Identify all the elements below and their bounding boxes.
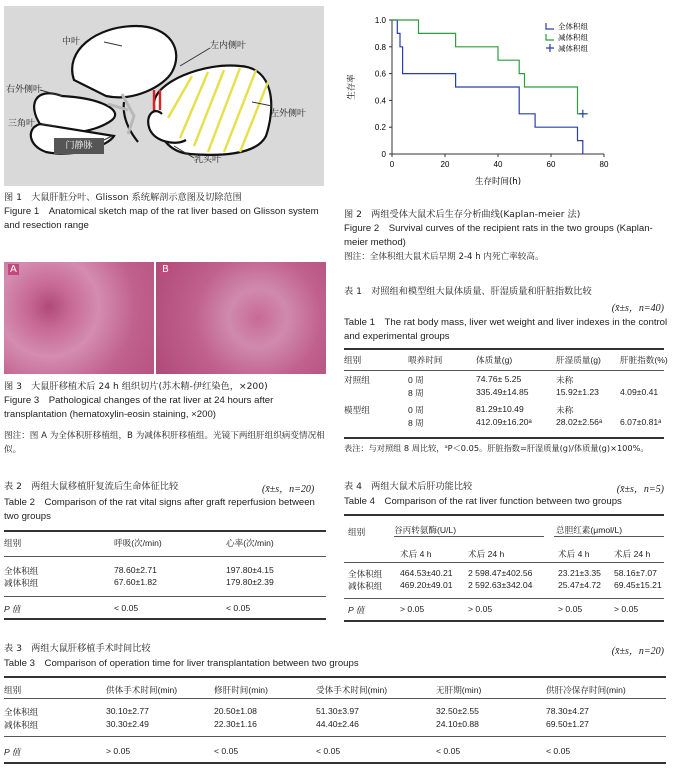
- table1-cell: 6.07±0.81ᵃ: [620, 417, 662, 427]
- table3-header: 无肝期(min): [436, 685, 482, 695]
- fig2-caption-cn: 图 2 两组受体大鼠术后生存分析曲线(Kaplan-meier 法): [344, 209, 581, 220]
- table1-cell: 模型组: [344, 405, 370, 415]
- y-tick-label: 0: [381, 150, 386, 159]
- fig2-note: 图注：全体积组大鼠术后早期 2-4 h 内死亡率较高。: [344, 252, 544, 262]
- table1-header: 喂养时间: [408, 355, 443, 365]
- table3-cell: 69.50±1.27: [546, 719, 589, 729]
- legend-marker: [546, 44, 554, 52]
- table4-cell: 23.21±3.35: [558, 568, 601, 578]
- y-tick-label: 0.2: [374, 123, 386, 133]
- table1-header: 肝脏指数(%): [620, 355, 668, 365]
- table2: [4, 537, 326, 627]
- table3-header: 供肝冷保存时间(min): [546, 685, 626, 695]
- table1-cell: 8 周: [408, 418, 424, 428]
- table1-stat: (x̄±s，n=40): [611, 303, 664, 314]
- histology-image-b: [156, 262, 326, 374]
- table1-title-en: Table 1 The rat body mass, liver wet weight and liver indexes in the control and experimental groups: [344, 317, 668, 342]
- table4-cell: 464.53±40.21: [400, 568, 453, 578]
- table3-cell: 78.30±4.27: [546, 706, 589, 716]
- table4-cell: 2 592.63±342.04: [468, 580, 533, 590]
- x-tick-label: 60: [546, 160, 556, 169]
- figure-1-image: [4, 6, 324, 186]
- table4-cell: > 0.05: [614, 604, 639, 614]
- table1-header: 肝湿质量(g): [556, 355, 601, 365]
- table4-header: 谷丙转氨酶(U/L): [394, 525, 457, 535]
- table4-p-label: P 值: [348, 605, 365, 615]
- table4: [344, 520, 664, 620]
- table4-cell: 69.45±15.21: [614, 580, 662, 590]
- table4-cell: 469.20±49.01: [400, 580, 453, 590]
- fig1-caption-en: Figure 1 Anatomical sketch map of the rat liver based on Glisson system and resection range: [4, 206, 319, 231]
- table2-title-en: Table 2 Comparison of the rat vital signs after graft reperfusion between two groups: [4, 497, 315, 522]
- table3-cell: 20.50±1.08: [214, 706, 257, 716]
- table4-cell: 58.16±7.07: [614, 568, 657, 578]
- table1-header: 体质量(g): [476, 355, 513, 365]
- table2-cell: 全体积组: [4, 566, 39, 576]
- fig2-caption-en: Figure 2 Survival curves of the recipient rats in the two groups (Kaplan-meier method): [344, 223, 653, 248]
- fig3-caption-en: Figure 3 Pathological changes of the rat liver at 24 hours after transplantation (hematoxylin-eosin staining, ×200): [4, 395, 274, 420]
- label-left-inner-lobe: 左内侧叶: [210, 41, 247, 51]
- label-b: B: [162, 264, 169, 275]
- table4-cell: 减体积组: [348, 581, 383, 591]
- table2-cell: 减体积组: [4, 578, 39, 588]
- label-triangle-lobe: 三角叶: [8, 119, 36, 129]
- table3-header: 修肝时间(min): [214, 685, 268, 695]
- fig3-note: 图注：图 A 为全体积肝移植组，B 为减体积肝移植组。光镜下两组肝组织病变情况相似。: [4, 431, 325, 455]
- table1-cell: 81.29±10.49: [476, 404, 524, 414]
- table1-cell: 未称: [556, 405, 574, 415]
- table2-title-cn: 表 2 两组大鼠移植肝复流后生命体征比较: [4, 481, 179, 492]
- label-right-outer-lobe: 右外侧叶: [6, 85, 43, 95]
- table4-stat: (x̄±s，n=5): [616, 484, 664, 495]
- table4-subheader: 术后 4 h: [558, 549, 590, 559]
- table3-cell: > 0.05: [106, 746, 131, 756]
- table1-title-cn: 表 1 对照组和模型组大鼠体质量、肝湿质量和肝脏指数比较: [344, 286, 592, 297]
- label-a: A: [10, 264, 17, 275]
- table2-cell: < 0.05: [226, 603, 251, 613]
- table1-cell: 8 周: [408, 388, 424, 398]
- table1-cell: 0 周: [408, 375, 424, 385]
- y-tick-label: 0.6: [374, 69, 386, 79]
- table3: [4, 684, 666, 770]
- table3-cell: 全体积组: [4, 707, 39, 717]
- table1-body: [344, 374, 664, 434]
- table3-cell: < 0.05: [546, 746, 571, 756]
- table4-header: 组别: [348, 527, 366, 537]
- table1-cell: 15.92±1.23: [556, 387, 599, 397]
- table3-title-cn: 表 3 两组大鼠肝移植手术时间比较: [4, 643, 151, 654]
- legend-label: 减体积组: [558, 44, 588, 53]
- table3-p-label: P 值: [4, 747, 21, 757]
- table3-header: 供体手术时间(min): [106, 685, 178, 695]
- survival-chart: [340, 6, 630, 204]
- table3-cell: < 0.05: [436, 746, 461, 756]
- censor-mark: [579, 110, 587, 118]
- table3-stat: (x̄±s，n=20): [611, 646, 664, 657]
- table3-title-en: Table 3 Comparison of operation time for liver transplantation between two groups: [4, 658, 359, 669]
- table1-cell: 4.09±0.41: [620, 387, 659, 397]
- legend-label: 全体积组: [558, 22, 588, 31]
- histology-image-a: [4, 262, 154, 374]
- table3-cell: 减体积组: [4, 720, 39, 730]
- fig3-caption-cn: 图 3 大鼠肝移植术后 24 h 组织切片(苏木精-伊红染色，×200): [4, 381, 268, 392]
- table1-cell: 未称: [556, 375, 574, 385]
- table3-cell: 30.10±2.77: [106, 706, 149, 716]
- table4-header: 总胆红素(μmol/L): [556, 525, 623, 535]
- table4-subheader: 术后 24 h: [468, 549, 505, 559]
- x-axis-label: 生存时间(h): [474, 177, 522, 187]
- table4-cell: 25.47±4.72: [558, 580, 601, 590]
- table2-cell: 78.60±2.71: [114, 565, 157, 575]
- table1-note: 表注：与对照组 8 周比较，ᵃP＜0.05。肝脏指数=肝湿质量(g)/体质量(g)×100%。: [344, 443, 649, 453]
- table3-cell: 30.30±2.49: [106, 719, 149, 729]
- x-tick-label: 0: [389, 160, 395, 169]
- x-tick-label: 40: [493, 160, 503, 169]
- table4-title-en: Table 4 Comparison of the rat liver function between two groups: [344, 496, 622, 507]
- table1-cell: 74.76± 5.25: [476, 374, 522, 384]
- table1-cell: 对照组: [344, 375, 370, 385]
- table4-subheader: 术后 4 h: [400, 549, 432, 559]
- y-tick-label: 0.4: [374, 96, 386, 106]
- table3-cell: < 0.05: [214, 746, 239, 756]
- table2-header: 组别: [4, 538, 22, 548]
- label-middle-lobe: 中叶: [62, 37, 81, 47]
- table2-header: 心率(次/min): [226, 538, 274, 548]
- table4-cell: 全体积组: [348, 569, 383, 579]
- table1-cell: 412.09±16.20ᵃ: [476, 417, 532, 427]
- liver-sketch: [4, 6, 324, 186]
- table1-cell: 335.49±14.85: [476, 387, 529, 397]
- table3-cell: 22.30±1.16: [214, 719, 257, 729]
- table4-cell: > 0.05: [558, 604, 583, 614]
- table4-cell: > 0.05: [400, 604, 425, 614]
- table4-cell: 2 598.47±402.56: [468, 568, 533, 578]
- y-axis-label: 生存率: [347, 74, 357, 100]
- table1-header: 组别: [344, 355, 362, 365]
- table2-cell: 67.60±1.82: [114, 577, 157, 587]
- table3-cell: 51.30±3.97: [316, 706, 359, 716]
- table2-cell: 197.80±4.15: [226, 565, 274, 575]
- table1-cell: 0 周: [408, 405, 424, 415]
- table2-stat: (x̄±s，n=20): [262, 484, 315, 495]
- table1-cell: 28.02±2.56ᵃ: [556, 417, 603, 427]
- table2-header: 呼吸(次/min): [114, 538, 162, 548]
- label-papilla-lobe: 乳头叶: [194, 155, 222, 165]
- table3-cell: 44.40±2.46: [316, 719, 359, 729]
- table2-cell: < 0.05: [114, 603, 139, 613]
- fig1-caption-cn: 图 1 大鼠肝脏分叶、Glisson 系统解剖示意图及切除范围: [4, 192, 242, 203]
- table3-cell: 32.50±2.55: [436, 706, 479, 716]
- table4-title-cn: 表 4 两组大鼠术后肝功能比较: [344, 481, 473, 492]
- label-left-outer-lobe: 左外侧叶: [270, 109, 307, 119]
- table3-header: 受体手术时间(min): [316, 685, 388, 695]
- table4-cell: > 0.05: [468, 604, 493, 614]
- table3-cell: 24.10±0.88: [436, 719, 479, 729]
- legend-marker: [546, 23, 554, 29]
- table2-p-label: P 值: [4, 604, 21, 614]
- x-tick-label: 20: [440, 160, 450, 169]
- legend-label: 减体积组: [558, 33, 588, 42]
- legend-marker: [546, 34, 554, 40]
- table3-header: 组别: [4, 685, 22, 695]
- y-tick-label: 0.8: [374, 42, 386, 52]
- table3-cell: < 0.05: [316, 746, 341, 756]
- y-tick-label: 1.0: [374, 16, 386, 25]
- x-tick-label: 80: [599, 160, 609, 169]
- table4-subheader: 术后 24 h: [614, 549, 651, 559]
- label-portal-vein: 门静脉: [54, 138, 104, 154]
- table2-cell: 179.80±2.39: [226, 577, 274, 587]
